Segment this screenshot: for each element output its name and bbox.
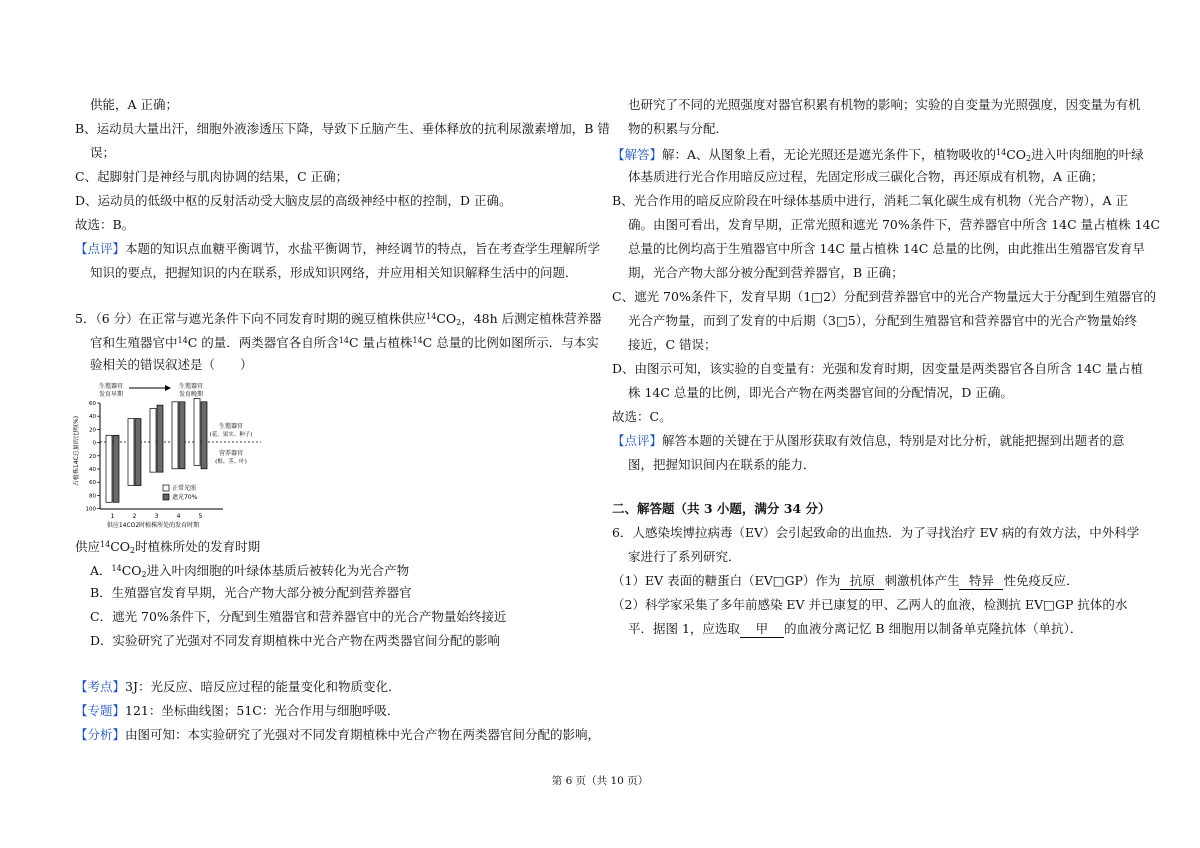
question-5-stem: 5．（6 分）在正常与遮光条件下向不同发育时期的豌豆植株供应$^{14}CO_2$，48h 后测定植株营养器 [75,311,602,327]
text-line: C、起脚射门是神经与肌肉协调的结果，C 正确； [75,169,349,184]
option-b: B．生殖器官发育早期，光合产物大部分被分配到营养器官 [90,585,412,600]
x-tick-label: 3 [154,513,159,520]
analysis: 【分析】由图可知：本实验研究了光强对不同发育期植株中光合产物在两类器官间分配的影响， [75,727,601,742]
q5-bar-chart [73,381,263,531]
upper-sublabel: (花、果实、种子) [209,432,253,438]
bar-shade-1 [113,435,119,502]
bar-shade-5 [201,402,207,469]
bar-normal-1 [106,435,112,502]
answer-blank: 甲 [740,621,784,638]
question-6-part-2: 平．据图 1，应选取 甲 的血液分离记忆 B 细胞用以制备单克隆抗体（单抗）． [628,621,1083,636]
answer-blank: 特异 [959,573,1003,590]
text-line: B、光合作用的暗反应阶段在叶绿体基质中进行，消耗二氧化碳生成有机物（光合产物），A 正 [612,193,1128,208]
review-tag: 【点评】 [75,241,126,256]
y-tick-label: 100 [85,506,96,513]
bar-normal-5 [194,398,200,465]
bar-shade-2 [135,419,141,486]
text-line: 期，光合产物大部分被分配到营养器官，B 正确； [628,265,904,280]
knowledge-point: 【考点】3J：光反应、暗反应过程的能量变化和物质变化． [75,679,401,694]
text-line: 总量的比例均高于生殖器官中所含 14C 量占植株 14C 总量的比例，由此推出生殖器官发育早 [628,241,1145,256]
y-tick-label: 40 [89,414,96,421]
option-a: A．$^{14}CO_2$进入叶肉细胞的叶绿体基质后被转化为光合产物 [90,563,410,579]
arrow-head [165,385,171,391]
x-tick-label: 5 [198,513,203,520]
upper-label: 生殖器官 [218,423,244,430]
text-line: B、运动员大量出汗，细胞外液渗透压下降，导致下丘脑产生、垂体释放的抗利尿激素增加，B 错 [75,121,610,136]
answer-paragraph: 【解答】解：A、从图象上看，无论光照还是遮光条件下，植物吸收的$^{14}CO_2$进入叶肉细胞的叶绿 [612,147,1144,163]
question-6-part-1: （1）EV 表面的糖蛋白（EV□GP）作为 抗原 刺激机体产生 特异 性免疫反应． [612,573,1079,588]
legend-normal-swatch [163,485,169,491]
bar-shade-3 [157,405,163,472]
question-5-stem: 验相关的错误叙述是（ ） [90,357,253,372]
y-ticks [86,401,101,513]
y-tick-label: 60 [89,480,96,487]
option-c: C．遮光 70%条件下，分配到生殖器官和营养器官中的光合产物量始终接近 [90,609,507,624]
text-line: 供能，A 正确； [90,97,179,112]
review-paragraph: 【点评】解答本题的关键在于从图形获取有效信息，特别是对比分析，就能把握到出题者的意 [612,433,1125,448]
question-6-stem: 家进行了系列研究． [628,549,741,564]
x-tick-labels [111,513,203,520]
topic: 【专题】121：坐标曲线图；51C：光合作用与细胞呼吸． [75,703,400,718]
text-line: 体基质进行光合作用暗反应过程，先固定形成三碳化合物，再还原成有机物，A 正确； [628,169,1104,184]
review-paragraph: 【点评】本题的知识点血糖平衡调节，水盐平衡调节，神经调节的特点，旨在考查学生理解所学 [75,241,601,256]
text-line: D、由图示可知，该实验的自变量有：光强和发育时期，因变量是两类器官各自所含 14C 量占植 [612,361,1143,376]
arrow-left-label-1: 生殖器官 [98,383,124,390]
bar-normal-3 [150,409,156,473]
question-6-part-2: （2）科学家采集了多年前感染 EV 并已康复的甲、乙两人的血液，检测抗 EV□GP 抗体的水 [612,597,1128,612]
text-line: D、运动员的低级中枢的反射活动受大脑皮层的高级神经中枢的控制，D 正确。 [75,193,512,208]
bar-normal-4 [172,402,178,469]
x-tick-label: 2 [132,513,137,520]
text-line: C、遮光 70%条件下，发育早期（1□2）分配到营养器官中的光合产物量远大于分配到生殖器官的 [612,289,1157,304]
text-line: 也研究了不同的光照强度对器官积累有机物的影响；实验的自变量为光照强度，因变量为有机 [628,97,1141,112]
arrow-right-label-1: 生殖器官 [178,383,204,390]
x-tick-label: 4 [176,513,181,520]
page-footer: 第 6 页（共 10 页） [551,775,649,787]
text-line: 确。由图可看出，发育早期，正常光照和遮光 70%条件下，营养器官中所含 14C 量占植株 14C [628,217,1161,232]
x-axis-label: 供应14CO2时植株所处的发育时期 [106,522,200,529]
text-line: 物的积累与分配． [628,121,729,136]
text-line: 图，把握知识间内在联系的能力． [628,457,816,472]
y-tick-label: 20 [89,453,96,460]
legend-normal: 正常光照 [172,485,197,492]
text-line: 故选：B。 [75,217,135,232]
arrow-right-label-2: 发育晚期 [178,391,204,398]
text-line: 误； [90,145,116,160]
legend-shade-swatch [163,494,169,500]
y-tick-label: 80 [89,493,96,500]
bar-normal-2 [128,419,134,486]
legend-shade: 遮光70% [172,494,198,501]
y-tick-label: 60 [89,401,96,407]
question-6-stem: 6．人感染埃博拉病毒（EV）会引起致命的出血热．为了寻找治疗 EV 病的有效方法，中外科学 [612,525,1140,540]
y-tick-label: 20 [89,427,96,434]
option-d: D．实验研究了光强对不同发育期植株中光合产物在两类器官间分配的影响 [90,633,501,648]
text-line: 接近，C 错误； [628,337,717,352]
figure-caption: 供应$^{14}CO_2$时植株所处的发育时期 [75,539,261,555]
text-line: 株 14C 总量的比例，即光合产物在两类器官间的分配情况，D 正确。 [628,385,1013,400]
question-5-stem: 官和生殖器官中$^{14}$C 的量．两类器官各自所含$^{14}$C 量占植株$^{14}$C 总量的比例如图所示．与本实 [90,335,599,350]
text-line: 光合产物量，而到了发育的中后期（3□5），分配到生殖器官和营养器官中的光合产物量始终 [628,313,1137,328]
x-tick-label: 1 [110,513,115,520]
section-heading: 二、解答题（共 3 小题，满分 34 分） [612,501,831,516]
y-axis-label: 占植株14C总量的比例(%) [73,415,80,487]
bar-shade-4 [179,402,185,469]
lower-sublabel: (根、茎、叶) [215,459,247,465]
arrow-left-label-2: 发育早期 [98,391,124,398]
text-line: 知识的要点，把握知识的内在联系，形成知识网络，并应用相关知识解释生活中的问题． [90,265,578,280]
answer-blank: 抗原 [840,573,884,590]
y-tick-label: 0 [92,440,96,447]
lower-label: 营养器官 [218,450,244,457]
y-tick-label: 40 [89,467,96,473]
text-line: 故选：C。 [612,409,672,424]
